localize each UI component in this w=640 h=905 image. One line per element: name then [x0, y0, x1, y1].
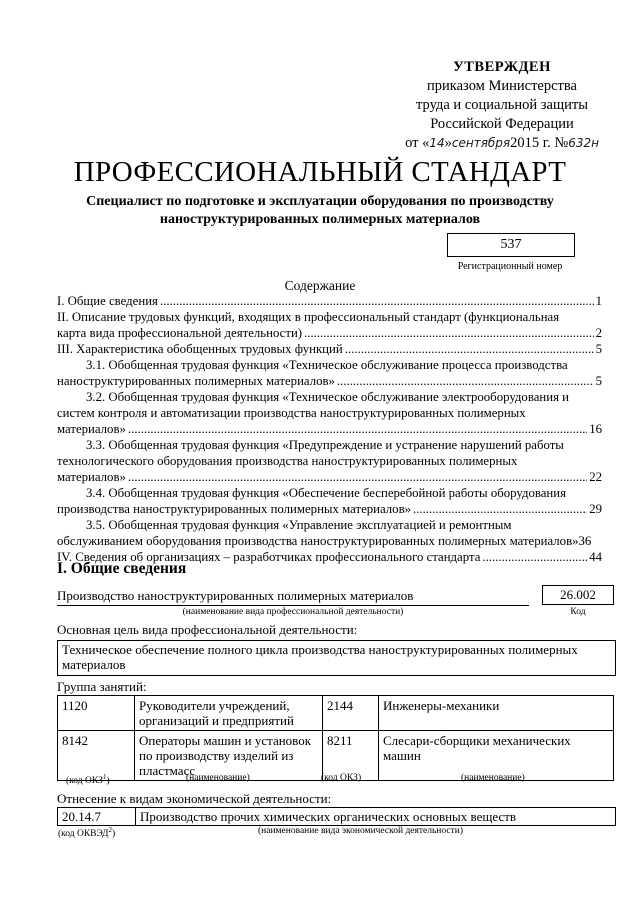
- toc-entry-text: материалов»: [57, 422, 126, 436]
- toc-leader: [345, 341, 594, 357]
- toc-leader: [160, 293, 594, 309]
- toc-entry-text: материалов»: [57, 470, 126, 484]
- okved-divider: [135, 808, 136, 825]
- okz-code: 1120: [58, 696, 135, 731]
- caption-okz: [66, 773, 110, 786]
- okz-name-line: Руководители учреждений,: [139, 698, 290, 713]
- approval-head: УТВЕРЖДЕН: [453, 59, 551, 75]
- divider: [57, 605, 529, 606]
- toc-page: 29: [589, 502, 602, 516]
- goal-box: [57, 640, 616, 676]
- toc-page: 2: [595, 326, 602, 340]
- okz-name: Слесари-сборщики механических машин: [379, 731, 614, 781]
- caption-okved-close: ): [111, 829, 116, 840]
- approval-line-3: Российской Федерации: [430, 116, 574, 132]
- okved-code: 20.14.7: [62, 809, 101, 824]
- goal-text-line-1: Техническое обеспечение полного цикла производства наноструктурированных полимерных: [62, 642, 578, 657]
- toc-entry[interactable]: [57, 357, 602, 389]
- code-label: Код: [570, 607, 586, 617]
- subtitle-line-2: наноструктурированных полимерных материалов: [159, 212, 481, 227]
- toc-entry-text: III. Характеристика обобщенных трудовых функций: [57, 342, 343, 356]
- footnote-ref: 2: [108, 826, 112, 834]
- okz-name-line: по производству изделий из: [139, 748, 294, 763]
- toc-entry-text: 3.2. Обобщенная трудовая функция «Техническое обслуживание электрооборудования и: [86, 390, 570, 404]
- toc-page: 5: [595, 374, 602, 388]
- toc-page: 44: [589, 550, 602, 564]
- toc-leader: [128, 421, 587, 437]
- group-label: Группа занятий:: [57, 679, 147, 694]
- okved-name: Производство прочих химических органических основных веществ: [140, 809, 517, 824]
- goal-label: Основная цель вида профессиональной деятельности:: [57, 622, 358, 637]
- approval-date-year: 2015 г. №: [510, 135, 569, 151]
- activity-caption: (наименование вида профессиональной деятельности): [182, 607, 404, 617]
- table-row: [58, 696, 614, 731]
- caption-okz-close: ): [106, 776, 110, 787]
- footnote-ref: 1: [102, 773, 107, 781]
- approval-line-1: приказом Министерства: [427, 78, 577, 94]
- okved-box: [57, 807, 616, 826]
- toc-page: 5: [595, 342, 602, 356]
- toc-entry[interactable]: [57, 341, 602, 357]
- okz-name-line: организаций и предприятий: [139, 713, 294, 728]
- approval-date-prefix: от «: [405, 135, 430, 151]
- toc-page: 22: [589, 470, 602, 484]
- goal-text-line-2: материалов: [62, 657, 126, 672]
- econ-label: Отнесение к видам экономической деятельности:: [57, 791, 332, 806]
- toc: [57, 293, 602, 565]
- approval-date-mid: »: [444, 135, 452, 151]
- caption-okved-text: (код ОКВЭД: [58, 829, 109, 840]
- approval-order-number: 632н: [568, 136, 599, 150]
- okz-code: 8211: [323, 731, 379, 781]
- toc-leader: [413, 501, 587, 517]
- okz-code: 2144: [323, 696, 379, 731]
- approval-date-month: сентября: [451, 136, 511, 150]
- activity-code: 26.002: [542, 585, 614, 605]
- toc-entry[interactable]: [57, 309, 602, 341]
- toc-entry-text: производства наноструктурированных полимерных материалов»: [57, 502, 412, 516]
- toc-entry-text: 3.1. Обобщенная трудовая функция «Техническое обслуживание процесса производства: [86, 358, 568, 372]
- toc-page: 36: [578, 534, 592, 548]
- activity-name: Производство наноструктурированных полимерных материалов: [57, 588, 414, 603]
- subtitle-line-1: Специалист по подготовке и эксплуатации оборудования по производству: [86, 194, 554, 209]
- toc-entry-text: обслуживанием оборудования производства наноструктурированных полимерных материалов»: [57, 534, 579, 548]
- approval-date-day: 14: [429, 136, 445, 150]
- page-subtitle: [40, 193, 600, 229]
- toc-entry-text: систем контроля и автоматизации производства наноструктурированных полимерных: [57, 406, 526, 420]
- toc-entry[interactable]: [57, 437, 602, 485]
- toc-entry[interactable]: [57, 485, 602, 517]
- okz-name: [135, 696, 323, 731]
- occupation-table: [57, 695, 614, 781]
- toc-entry[interactable]: [57, 517, 602, 549]
- caption-okved: [58, 826, 115, 839]
- toc-entry-text: технологического оборудования производства наноструктурированных полимерных: [57, 454, 518, 468]
- toc-entry-text: 3.4. Обобщенная трудовая функция «Обеспечение бесперебойной работы оборудования: [86, 486, 567, 500]
- registration-number-label: Регистрационный номер: [457, 261, 563, 272]
- toc-entry-text: карта вида профессиональной деятельности): [57, 326, 303, 340]
- caption-okz-text: (код ОКЗ: [66, 776, 103, 787]
- section-heading: I. Общие сведения: [57, 560, 187, 577]
- toc-page: 16: [589, 422, 602, 436]
- toc-entry-text: 3.3. Обобщенная трудовая функция «Предупреждение и устранение нарушений работы: [86, 438, 564, 452]
- caption-name: (наименование): [186, 773, 250, 783]
- okz-name-line: пластмасс: [139, 763, 196, 778]
- toc-leader: [337, 373, 594, 389]
- toc-title: Содержание: [284, 278, 356, 293]
- caption-name-2: (наименование): [461, 773, 525, 783]
- caption-okz-2: (код ОКЗ): [321, 773, 362, 783]
- toc-leader: [304, 325, 594, 341]
- toc-entry-text: II. Описание трудовых функций, входящих в профессиональный стандарт (функциональная: [57, 310, 560, 324]
- toc-entry-text: I. Общие сведения: [57, 294, 158, 308]
- toc-entry-text: IV. Сведения об организациях – разработчиках профессионального стандарта: [57, 550, 481, 564]
- okz-code: 8142: [58, 731, 135, 781]
- toc-entry-text: 3.5. Обобщенная трудовая функция «Управление эксплуатацией и ремонтным: [86, 518, 512, 532]
- toc-entry-text: наноструктурированных полимерных материалов»: [57, 374, 335, 388]
- caption-okved-name: (наименование вида экономической деятельности): [258, 826, 463, 836]
- page-title: ПРОФЕССИОНАЛЬНЫЙ СТАНДАРТ: [73, 156, 567, 188]
- toc-leader: [128, 469, 587, 485]
- registration-number-box: 537: [447, 233, 575, 257]
- toc-entry[interactable]: [57, 389, 602, 437]
- okz-name: Инженеры-механики: [379, 696, 614, 731]
- toc-entry[interactable]: [57, 293, 602, 309]
- approval-date: [392, 134, 612, 153]
- toc-leader: [482, 549, 587, 565]
- approval-block: [392, 58, 612, 153]
- okz-name-line: Операторы машин и установок: [139, 733, 312, 748]
- toc-page: 1: [595, 294, 602, 308]
- approval-line-2: труда и социальной защиты: [416, 97, 588, 113]
